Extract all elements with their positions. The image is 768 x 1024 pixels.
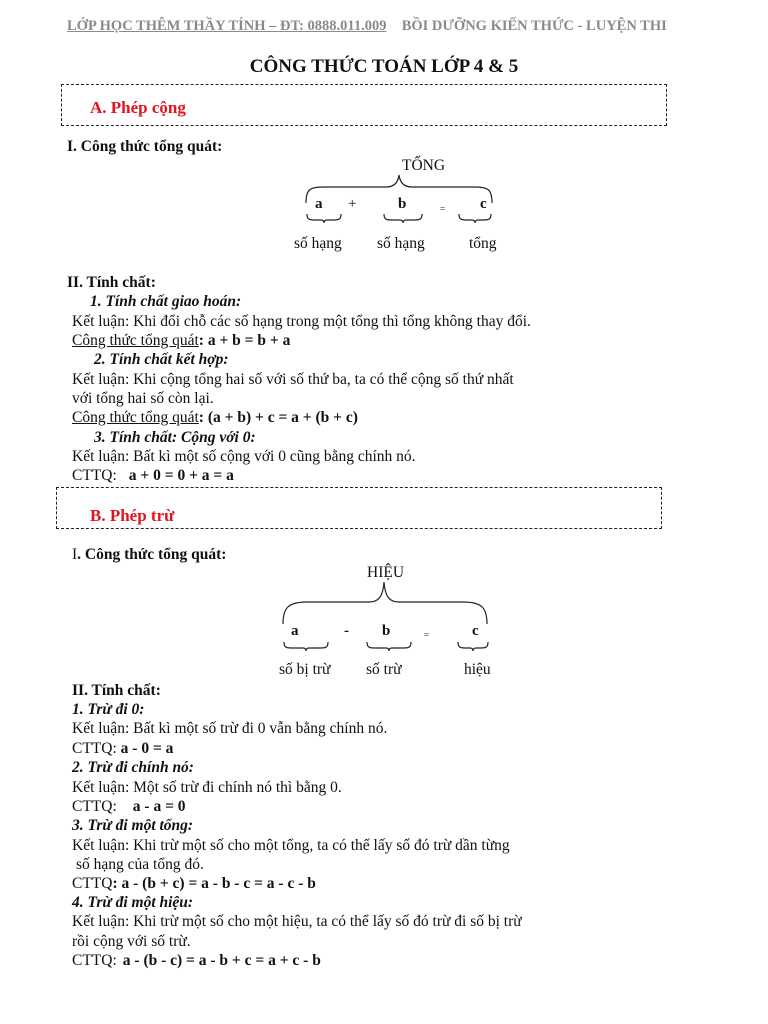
addition-prop1-formula	[72, 331, 290, 351]
brace-b	[366, 642, 412, 652]
formula-text: : (a + b) + c = a + (b + c)	[198, 409, 358, 426]
equals-sign: =	[440, 204, 446, 214]
brace-a	[306, 214, 342, 224]
addition-prop1-conclusion: Kết luận: Khi đổi chỗ các số hạng trong một tổng thì tổng không thay đổi.	[72, 313, 531, 330]
subtraction-prop4-formula	[72, 951, 321, 971]
header-left: LỚP HỌC THÊM THẦY TÍNH – ĐT: 0888.011.009	[67, 18, 387, 34]
addition-prop2-conclusion-2: với tổng hai số còn lại.	[72, 390, 214, 407]
subtraction-prop3-formula	[72, 874, 316, 894]
header-right: BỒI DƯỠNG KIẾN THỨC - LUYỆN THI	[401, 18, 667, 34]
equals-sign: =	[424, 630, 430, 640]
operator-minus: -	[344, 623, 349, 639]
addition-prop2-title: 2. Tính chất kết hợp:	[94, 351, 229, 368]
label-so-hang-2: số hạng	[377, 235, 425, 252]
formula-text: a - a = 0	[132, 798, 186, 815]
formula-label: CTTQ:	[72, 740, 121, 757]
addition-prop2-conclusion-1: Kết luận: Khi cộng tổng hai số với số thứ ba, ta có thể cộng số thứ nhất	[72, 371, 514, 388]
addition-prop3-title: 3. Tính chất: Cộng với 0:	[94, 429, 256, 446]
label-tong: tổng	[469, 235, 497, 252]
var-b: b	[398, 196, 407, 212]
brace-c	[457, 642, 489, 652]
subtraction-prop3-title: 3. Trừ đi một tổng:	[72, 817, 194, 834]
label-hieu: hiệu	[464, 661, 491, 678]
var-b: b	[382, 623, 391, 639]
subtraction-prop2-title: 2. Trừ đi chính nó:	[72, 759, 194, 776]
diagram-top-label: HIỆU	[367, 564, 405, 581]
subtraction-prop2-formula	[72, 797, 186, 817]
var-a: a	[291, 623, 299, 639]
subtraction-prop4-conclusion-2: rồi cộng với số trừ.	[72, 933, 191, 950]
label-so-tru: số trừ	[366, 661, 402, 678]
formula-label: Công thức tổng quát	[72, 332, 199, 349]
var-c: c	[480, 196, 487, 212]
formula-label: Công thức tổng quát	[72, 409, 199, 426]
addition-prop3-conclusion: Kết luận: Bất kì một số cộng với 0 cũng bằng chính nó.	[72, 448, 416, 465]
subtraction-general-heading	[72, 545, 226, 565]
label-so-hang-1: số hạng	[294, 235, 342, 252]
heading-number: I	[72, 546, 78, 563]
var-c: c	[472, 623, 479, 639]
subtraction-prop3-conclusion-1: Kết luận: Khi trừ một số cho một tổng, ta có thể lấy số đó trừ dần từng	[72, 837, 510, 854]
section-a-heading: A. Phép cộng	[90, 98, 186, 117]
formula-label: CTTQ:	[72, 798, 117, 815]
formula-label: CTTQ:	[72, 952, 117, 969]
formula-text: a + 0 = 0 + a = a	[128, 467, 234, 484]
addition-prop1-title: 1. Tính chất giao hoán:	[90, 293, 242, 310]
operator-plus: +	[348, 196, 357, 212]
subtraction-prop4-conclusion-1: Kết luận: Khi trừ một số cho một hiệu, ta có thể lấy số đó trừ đi số bị trừ	[72, 913, 522, 930]
addition-prop2-formula	[72, 408, 358, 428]
subtraction-prop1-formula	[72, 739, 173, 759]
diagram-top-label: TỔNG	[402, 157, 446, 174]
subtraction-prop1-title: 1. Trừ đi 0:	[72, 701, 145, 718]
formula-label: CTTQ:	[72, 467, 117, 484]
subtraction-prop2-conclusion: Kết luận: Một số trừ đi chính nó thì bằng 0.	[72, 779, 342, 796]
formula-text: : a + b = b + a	[198, 332, 291, 349]
subtraction-prop4-title: 4. Trừ đi một hiệu:	[72, 894, 194, 911]
section-b-heading: B. Phép trừ	[90, 506, 175, 525]
formula-text: a - 0 = a	[120, 740, 174, 757]
brace-b	[383, 214, 423, 224]
page-header	[67, 18, 667, 35]
formula-label: CTTQ	[72, 875, 113, 892]
subtraction-prop1-conclusion: Kết luận: Bất kì một số trừ đi 0 vẫn bằng chính nó.	[72, 720, 388, 737]
subtraction-props-heading: II. Tính chất:	[72, 682, 161, 699]
page-title: CÔNG THỨC TOÁN LỚP 4 & 5	[249, 56, 519, 77]
formula-text: a - (b - c) = a - b + c = a + c - b	[122, 952, 321, 969]
addition-props-heading: II. Tính chất:	[67, 274, 156, 291]
subtraction-prop3-conclusion-2: số hạng của tổng đó.	[76, 856, 204, 873]
var-a: a	[315, 196, 323, 212]
brace-c	[458, 214, 492, 224]
formula-text: : a - (b + c) = a - b - c = a - c - b	[112, 875, 316, 892]
label-so-bi-tru: số bị trừ	[279, 661, 331, 678]
heading-text: . Công thức tổng quát:	[77, 546, 227, 563]
brace-a	[283, 642, 329, 652]
addition-prop3-formula	[72, 466, 234, 486]
top-brace	[281, 582, 491, 626]
addition-general-heading: I. Công thức tổng quát:	[67, 138, 223, 155]
